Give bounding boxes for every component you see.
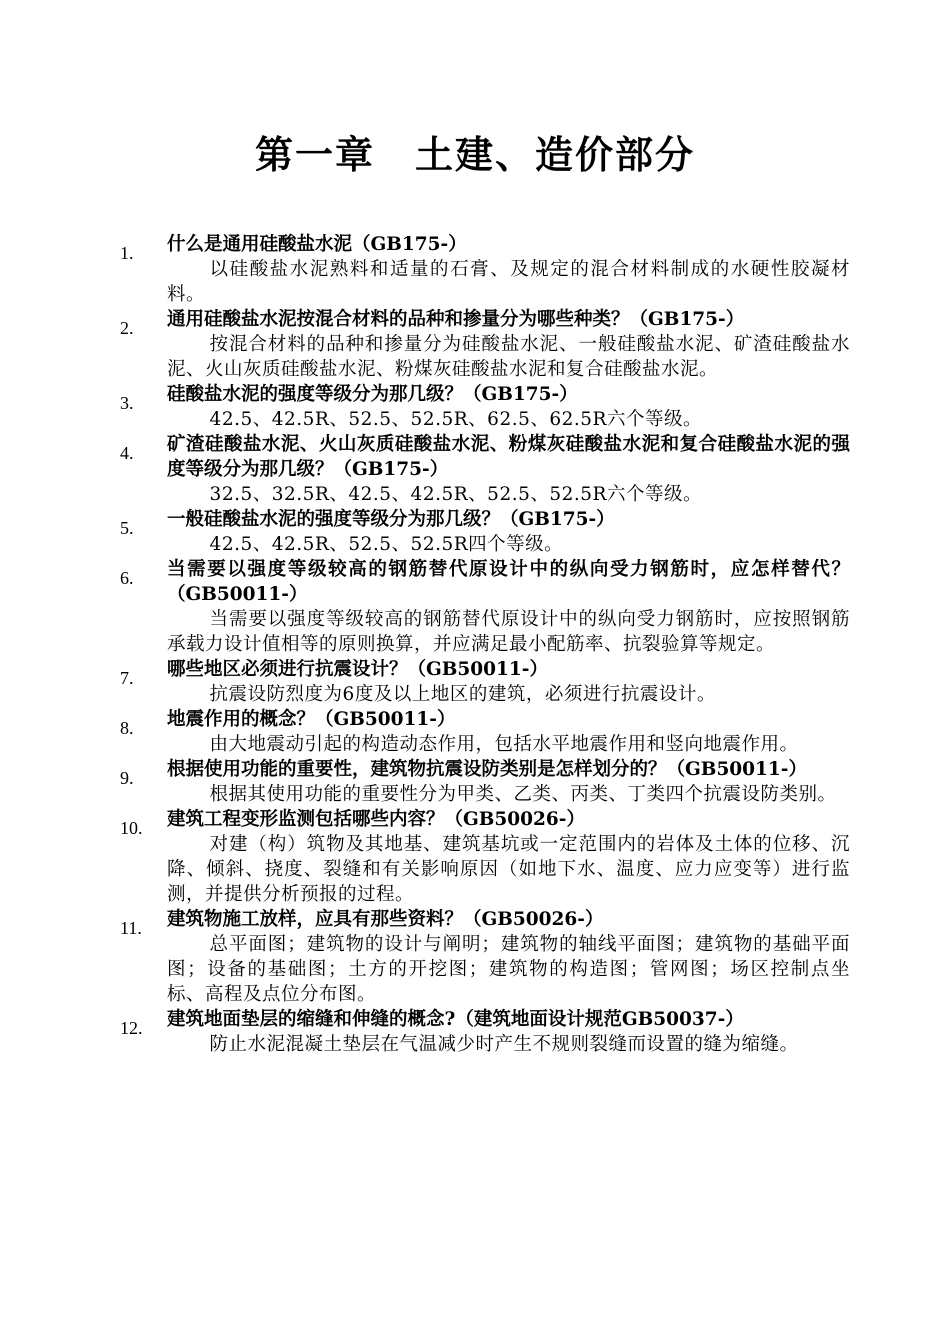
answer: 根据其使用功能的重要性分为甲类、乙类、丙类、丁类四个抗震设防类别。: [209, 784, 837, 805]
item-number: 1.: [120, 243, 134, 263]
question: 根据使用功能的重要性，建筑物抗震设防类别是怎样划分的？（GB50011-）: [167, 759, 807, 780]
answer: 总平面图；建筑物的设计与阐明；建筑物的轴线平面图；建筑物的基础平面图；设备的基础图；土方的开挖图；建筑物的构造图；管网图；场区控制点坐标、高程及点位分布图。: [167, 934, 850, 1005]
question: 什么是通用硅酸盐水泥（GB175-）: [167, 234, 467, 255]
item-number: 11.: [120, 918, 142, 938]
qa-item-2: [120, 307, 850, 382]
item-number: 8.: [120, 718, 134, 738]
answer: 按混合材料的品种和掺量分为硅酸盐水泥、一般硅酸盐水泥、矿渣硅酸盐水泥、火山灰质硅酸盐水泥、粉煤灰硅酸盐水泥和复合硅酸盐水泥。: [167, 334, 850, 380]
qa-item-12: [120, 1007, 850, 1057]
item-number: 5.: [120, 518, 134, 538]
question: 矿渣硅酸盐水泥、火山灰质硅酸盐水泥、粉煤灰硅酸盐水泥和复合硅酸盐水泥的强度等级分为那几级？（GB175-）: [167, 434, 850, 480]
question: 建筑物施工放样，应具有那些资料？（GB50026-）: [167, 909, 604, 930]
item-number: 6.: [120, 568, 134, 588]
answer: 以硅酸盐水泥熟料和适量的石膏、及规定的混合材料制成的水硬性胶凝材料。: [167, 259, 850, 305]
qa-item-3: [120, 382, 850, 432]
page-title: 第一章 土建、造价部分: [254, 132, 695, 177]
qa-item-5: [120, 507, 850, 557]
answer: 42.5、42.5R、52.5、52.5R、62.5、62.5R六个等级。: [209, 409, 702, 430]
qa-item-10: [120, 807, 850, 907]
item-number: 3.: [120, 393, 134, 413]
item-number: 7.: [120, 668, 134, 688]
answer: 由大地震动引起的构造动态作用，包括水平地震作用和竖向地震作用。: [209, 734, 799, 755]
question: 建筑工程变形监测包括哪些内容？（GB50026-）: [167, 809, 585, 830]
qa-item-9: [120, 757, 850, 807]
answer: 32.5、32.5R、42.5、42.5R、52.5、52.5R六个等级。: [209, 484, 702, 505]
qa-list: [120, 232, 850, 1057]
item-number: 9.: [120, 768, 134, 788]
question: 通用硅酸盐水泥按混合材料的品种和掺量分为哪些种类？（GB175-）: [167, 309, 745, 330]
qa-item-7: [120, 657, 850, 707]
question: 当需要以强度等级较高的钢筋替代原设计中的纵向受力钢筋时，应怎样替代？（GB50011-）: [167, 559, 850, 605]
question: 一般硅酸盐水泥的强度等级分为那几级？（GB175-）: [167, 509, 615, 530]
qa-item-8: [120, 707, 850, 757]
answer: 对建（构）筑物及其地基、建筑基坑或一定范围内的岩体及土体的位移、沉降、倾斜、挠度、裂缝和有关影响原因（如地下水、温度、应力应变等）进行监测，并提供分析预报的过程。: [167, 834, 850, 905]
question: 硅酸盐水泥的强度等级分为那几级？（GB175-）: [167, 384, 578, 405]
qa-item-11: [120, 907, 850, 1007]
question: 哪些地区必须进行抗震设计？（GB50011-）: [167, 659, 548, 680]
item-number: 12.: [120, 1018, 143, 1038]
answer: 防止水泥混凝土垫层在气温减少时产生不规则裂缝而设置的缝为缩缝。: [209, 1034, 799, 1055]
item-number: 10.: [120, 818, 143, 838]
qa-item-4: [120, 432, 850, 507]
item-number: 4.: [120, 443, 134, 463]
qa-item-6: [120, 557, 850, 657]
question: 地震作用的概念？（GB50011-）: [167, 709, 456, 730]
item-number: 2.: [120, 318, 134, 338]
question: 建筑地面垫层的缩缝和伸缝的概念?（建筑地面设计规范GB50037-）: [167, 1009, 744, 1030]
answer: 42.5、42.5R、52.5、52.5R四个等级。: [209, 534, 564, 555]
answer: 当需要以强度等级较高的钢筋替代原设计中的纵向受力钢筋时，应按照钢筋承载力设计值相等的原则换算，并应满足最小配筋率、抗裂验算等规定。: [167, 609, 850, 655]
qa-item-1: [120, 232, 850, 307]
answer: 抗震设防烈度为6度及以上地区的建筑，必须进行抗震设计。: [209, 684, 716, 705]
